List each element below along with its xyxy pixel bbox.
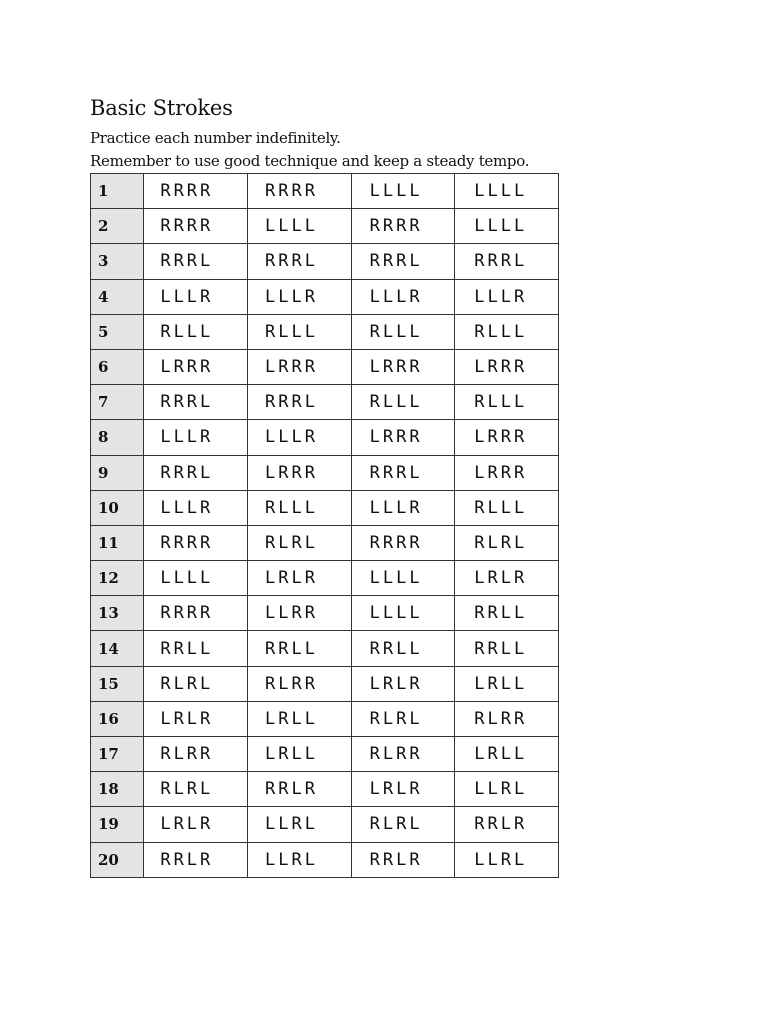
stroke-pattern-cell: LLLR	[144, 279, 248, 314]
table-row	[91, 279, 559, 314]
row-number: 6	[91, 349, 144, 384]
table-row	[91, 666, 559, 701]
stroke-pattern-cell: LLLL	[351, 596, 455, 631]
stroke-pattern-cell: LLLL	[247, 209, 351, 244]
stroke-pattern-cell: RRRL	[144, 244, 248, 279]
row-number: 9	[91, 455, 144, 490]
stroke-pattern-cell: LRRR	[455, 349, 559, 384]
stroke-pattern-cell: RRLL	[455, 596, 559, 631]
table-row	[91, 174, 559, 209]
table-row	[91, 420, 559, 455]
table-row	[91, 701, 559, 736]
stroke-pattern-cell: RRLL	[455, 631, 559, 666]
stroke-pattern-cell: RRRL	[144, 385, 248, 420]
stroke-pattern-cell: RRLL	[144, 631, 248, 666]
row-number: 15	[91, 666, 144, 701]
stroke-pattern-cell: RLRR	[247, 666, 351, 701]
row-number: 1	[91, 174, 144, 209]
stroke-pattern-cell: RLLL	[455, 385, 559, 420]
stroke-pattern-cell: LLLR	[351, 490, 455, 525]
table-row	[91, 772, 559, 807]
page-title: Basic Strokes	[90, 96, 233, 120]
stroke-pattern-cell: RLRL	[351, 807, 455, 842]
stroke-pattern-cell: RRLR	[247, 772, 351, 807]
stroke-pattern-cell: RLLL	[455, 314, 559, 349]
stroke-pattern-cell: LRLR	[144, 701, 248, 736]
stroke-pattern-cell: RRRR	[144, 596, 248, 631]
stroke-pattern-cell: LRRR	[455, 420, 559, 455]
stroke-pattern-cell: LLRL	[247, 842, 351, 877]
stroke-pattern-cell: RRLR	[351, 842, 455, 877]
stroke-pattern-cell: RRRL	[351, 244, 455, 279]
stroke-pattern-cell: LRLL	[247, 737, 351, 772]
worksheet	[90, 92, 570, 878]
stroke-pattern-cell: LRRR	[351, 420, 455, 455]
stroke-pattern-cell: LLLR	[247, 420, 351, 455]
stroke-pattern-cell: RRRR	[144, 174, 248, 209]
row-number: 5	[91, 314, 144, 349]
row-number: 14	[91, 631, 144, 666]
table-row	[91, 596, 559, 631]
stroke-pattern-cell: RLRR	[144, 737, 248, 772]
stroke-pattern-cell: RRRL	[247, 244, 351, 279]
row-number: 8	[91, 420, 144, 455]
row-number: 18	[91, 772, 144, 807]
stroke-pattern-cell: LLLL	[455, 174, 559, 209]
stroke-pattern-cell: LLLL	[455, 209, 559, 244]
stroke-pattern-cell: LLLR	[247, 279, 351, 314]
instruction-line-2: Remember to use good technique and keep a steady tempo.	[90, 152, 530, 170]
stroke-pattern-cell: LRLL	[455, 666, 559, 701]
stroke-pattern-cell: RRRL	[247, 385, 351, 420]
stroke-pattern-cell: LLLL	[351, 174, 455, 209]
stroke-pattern-cell: RRRL	[351, 455, 455, 490]
stroke-pattern-cell: RLLL	[144, 314, 248, 349]
stroke-pattern-cell: LLRL	[455, 772, 559, 807]
stroke-pattern-cell: LRRR	[351, 349, 455, 384]
stroke-pattern-cell: LRRR	[455, 455, 559, 490]
stroke-pattern-cell: LRLR	[351, 772, 455, 807]
strokes-table-body	[91, 174, 559, 878]
stroke-pattern-cell: RRRR	[351, 209, 455, 244]
stroke-pattern-cell: LRLL	[247, 701, 351, 736]
table-row	[91, 349, 559, 384]
row-number: 10	[91, 490, 144, 525]
row-number: 16	[91, 701, 144, 736]
table-row	[91, 807, 559, 842]
stroke-pattern-cell: RRRR	[144, 209, 248, 244]
stroke-pattern-cell: RRRL	[455, 244, 559, 279]
row-number: 11	[91, 525, 144, 560]
stroke-pattern-cell: LRLR	[247, 561, 351, 596]
stroke-pattern-cell: LRRR	[247, 455, 351, 490]
stroke-pattern-cell: LLRL	[455, 842, 559, 877]
stroke-pattern-cell: RRLR	[455, 807, 559, 842]
stroke-pattern-cell: RLLL	[351, 385, 455, 420]
stroke-pattern-cell: RRLL	[351, 631, 455, 666]
stroke-pattern-cell: RLRL	[351, 701, 455, 736]
stroke-pattern-cell: RLRR	[351, 737, 455, 772]
stroke-pattern-cell: LLRR	[247, 596, 351, 631]
row-number: 20	[91, 842, 144, 877]
stroke-pattern-cell: RLRL	[247, 525, 351, 560]
stroke-pattern-cell: RLRL	[144, 666, 248, 701]
stroke-pattern-cell: LLRL	[247, 807, 351, 842]
row-number: 19	[91, 807, 144, 842]
row-number: 2	[91, 209, 144, 244]
stroke-pattern-cell: RRRR	[247, 174, 351, 209]
row-number: 13	[91, 596, 144, 631]
stroke-pattern-cell: LLLR	[144, 490, 248, 525]
stroke-pattern-cell: LRLR	[144, 807, 248, 842]
table-row	[91, 490, 559, 525]
row-number: 4	[91, 279, 144, 314]
stroke-pattern-cell: LLLL	[144, 561, 248, 596]
stroke-pattern-cell: RRLL	[247, 631, 351, 666]
table-row	[91, 737, 559, 772]
stroke-pattern-cell: RRRR	[144, 525, 248, 560]
stroke-pattern-cell: LRLR	[351, 666, 455, 701]
stroke-pattern-cell: RRRR	[351, 525, 455, 560]
row-number: 7	[91, 385, 144, 420]
stroke-pattern-cell: RLRL	[455, 525, 559, 560]
row-number: 3	[91, 244, 144, 279]
stroke-pattern-cell: RLRR	[455, 701, 559, 736]
stroke-pattern-cell: LLLL	[351, 561, 455, 596]
stroke-pattern-cell: RRLR	[144, 842, 248, 877]
stroke-pattern-cell: RLRL	[144, 772, 248, 807]
strokes-table	[90, 173, 559, 878]
table-row	[91, 631, 559, 666]
table-row	[91, 561, 559, 596]
row-number: 12	[91, 561, 144, 596]
stroke-pattern-cell: LRRR	[247, 349, 351, 384]
table-row	[91, 842, 559, 877]
table-row	[91, 314, 559, 349]
stroke-pattern-cell: LLLR	[455, 279, 559, 314]
table-row	[91, 455, 559, 490]
stroke-pattern-cell: LRLR	[455, 561, 559, 596]
stroke-pattern-cell: RLLL	[455, 490, 559, 525]
row-number: 17	[91, 737, 144, 772]
stroke-pattern-cell: RRRL	[144, 455, 248, 490]
stroke-pattern-cell: RLLL	[351, 314, 455, 349]
table-row	[91, 244, 559, 279]
stroke-pattern-cell: LLLR	[351, 279, 455, 314]
instruction-line-1: Practice each number indefinitely.	[90, 129, 341, 147]
table-row	[91, 525, 559, 560]
table-row	[91, 385, 559, 420]
table-row	[91, 209, 559, 244]
stroke-pattern-cell: LRRR	[144, 349, 248, 384]
stroke-pattern-cell: RLLL	[247, 314, 351, 349]
stroke-pattern-cell: LLLR	[144, 420, 248, 455]
stroke-pattern-cell: RLLL	[247, 490, 351, 525]
stroke-pattern-cell: LRLL	[455, 737, 559, 772]
